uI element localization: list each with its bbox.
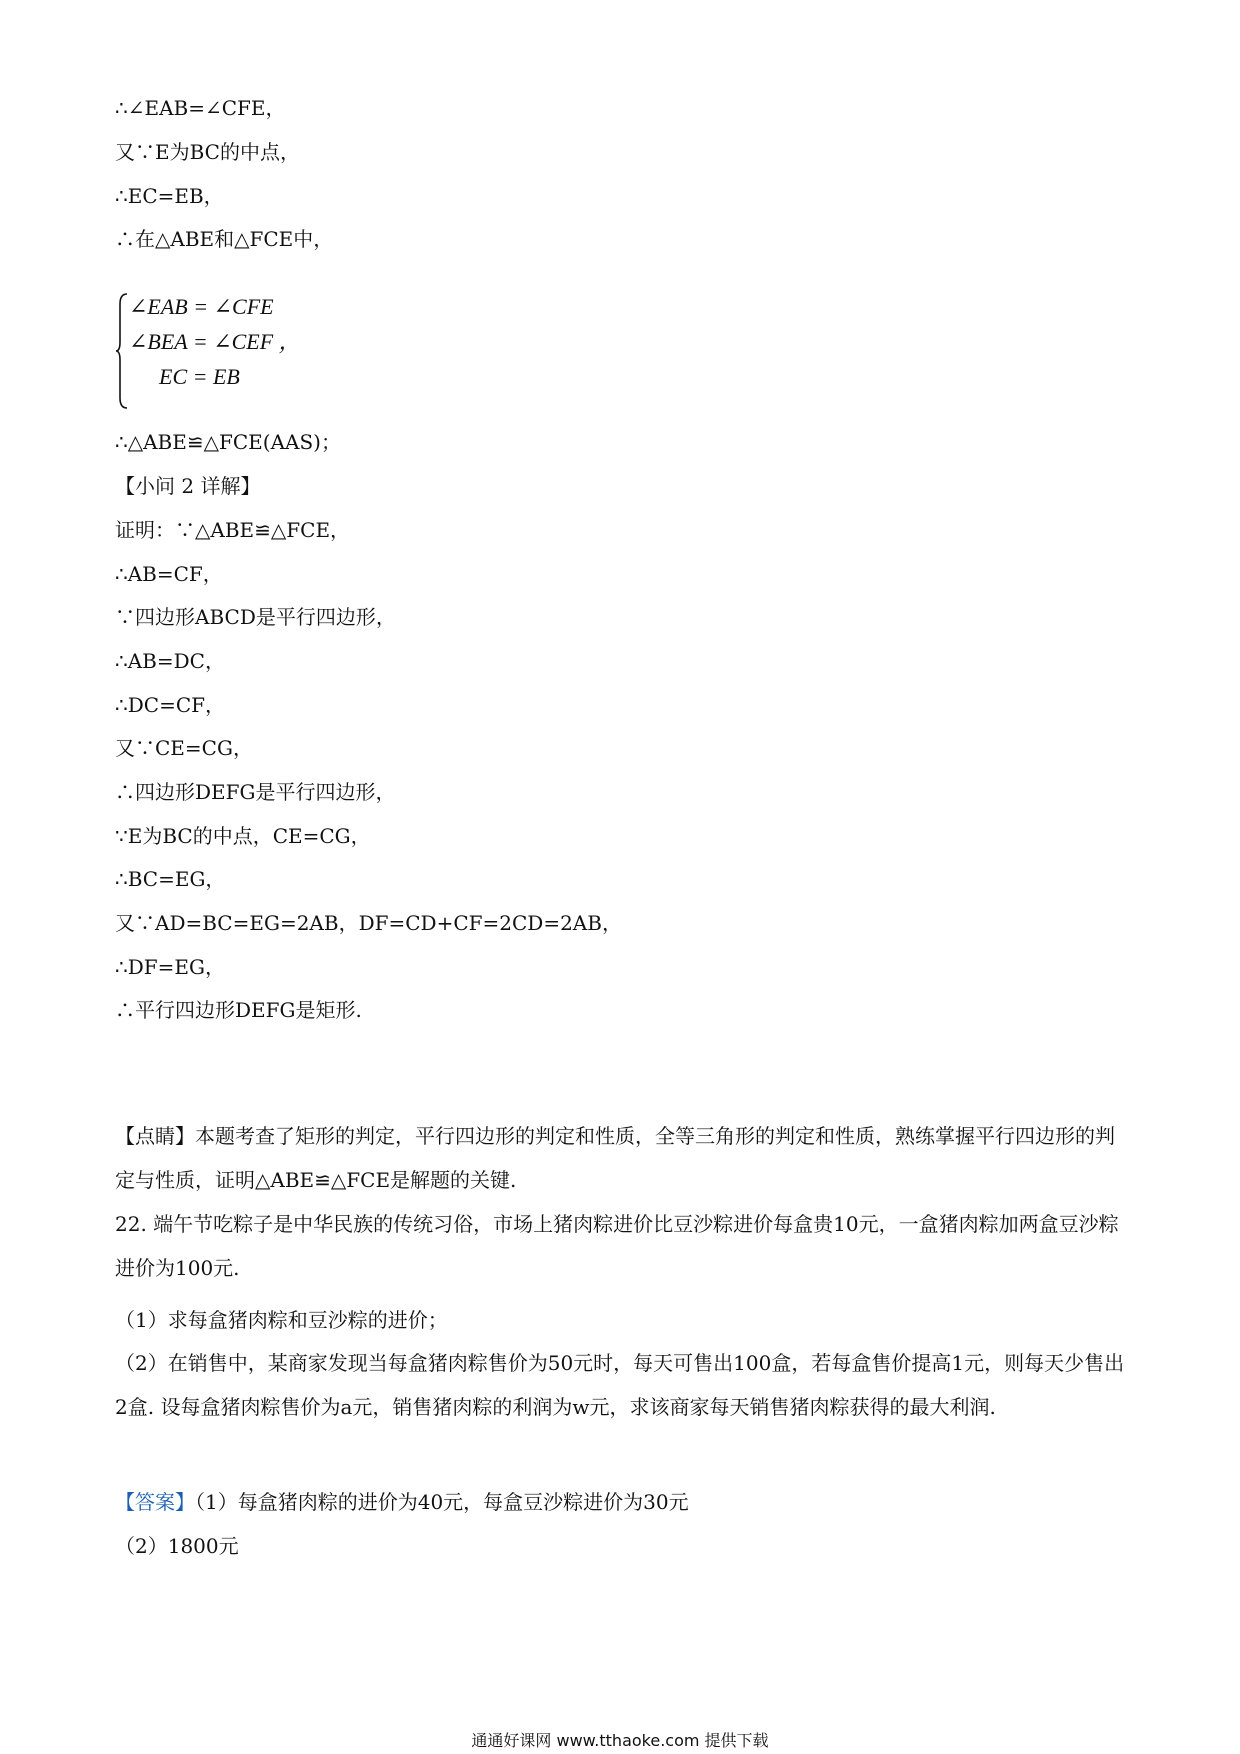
proof-line: ∴AB=DC， [115, 649, 225, 673]
equation-line-1: ∠EAB = ∠CFE [129, 294, 274, 319]
left-brace [115, 292, 129, 410]
equation-system [115, 292, 375, 410]
proof-line: ∵四边形ABCD是平行四边形， [115, 605, 396, 629]
proof-line: ∴DF=EG， [115, 955, 225, 979]
proof-line: ∴DC=CF， [115, 693, 225, 717]
question-stem: 22. 端午节吃粽子是中华民族的传统习俗，市场上猪肉粽进价比豆沙粽进价每盒贵10元，一盒猪肉粽加两盒豆沙粽进价为100元. [115, 1212, 1119, 1280]
question-part-1: （1）求每盒猪肉粽和豆沙粽的进价； [115, 1308, 448, 1332]
question-part-2: （2）在销售中，某商家发现当每盒猪肉粽售价为50元时，每天可售出100盒，若每盒售价提高1元，则每天少售出2盒. 设每盒猪肉粽售价为a元，销售猪肉粽的利润为w元，求该商家每天销售猪肉粽获得的最大利润. [115, 1351, 1125, 1419]
footer-source: 通通好课网 www.tthaoke.com 提供下载 [471, 1731, 769, 1750]
answer-tag: 【答案】 [115, 1490, 195, 1514]
proof-line: ∴在△ABE和△FCE中， [115, 227, 334, 251]
section-heading: 【小问 2 详解】 [115, 474, 261, 498]
proof-line: ∴AB=CF， [115, 562, 223, 586]
proof-line: ∴∠EAB=∠CFE， [115, 96, 286, 120]
proof-line: ∴△ABE≌△FCE(AAS)； [115, 430, 341, 454]
answer-part-1: （1）每盒猪肉粽的进价为40元，每盒豆沙粽进价为30元 [195, 1490, 689, 1514]
proof-line: ∴平行四边形DEFG是矩形. [115, 998, 362, 1022]
answer-part-2: （2）1800元 [115, 1534, 239, 1558]
comment-paragraph: 【点睛】本题考查了矩形的判定，平行四边形的判定和性质，全等三角形的判定和性质，熟练掌握平行四边形的判定与性质，证明△ABE≌△FCE是解题的关键. [115, 1124, 1115, 1192]
equation-line-3: EC = EB [159, 364, 240, 389]
proof-line: ∴四边形DEFG是平行四边形， [115, 780, 396, 804]
equation-line-2: ∠BEA = ∠CEF ， [129, 329, 301, 354]
proof-line: 又∵CE=CG， [115, 736, 253, 760]
proof-line: 又∵AD=BC=EG=2AB，DF=CD+CF=2CD=2AB， [115, 911, 622, 935]
proof-line: 又∵E为BC的中点， [115, 140, 300, 164]
proof-line: ∴EC=EB， [115, 184, 224, 208]
proof-line: ∵E为BC的中点，CE=CG， [115, 824, 371, 848]
proof-line: 证明：∵△ABE≌△FCE， [115, 518, 351, 542]
answer-line-1 [115, 1488, 689, 1516]
proof-line: ∴BC=EG， [115, 867, 226, 891]
